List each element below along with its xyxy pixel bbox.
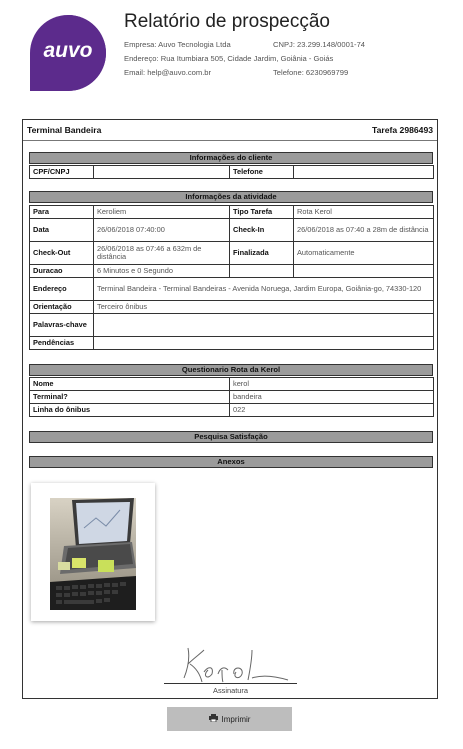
client-section-header: Informações do cliente (29, 152, 433, 164)
para-label: Para (30, 206, 94, 219)
page-title: Relatório de prospecção (124, 11, 330, 32)
questionnaire-header: Questionario Rota da Kerol (29, 364, 433, 376)
question-label: Terminal? (30, 391, 230, 404)
divider (23, 140, 437, 141)
cpf-label: CPF/CNPJ (30, 166, 94, 179)
report-box (22, 119, 438, 699)
company-address: Endereço: Rua Itumbiara 505, Cidade Jardim, Goiânia - Goiás (124, 54, 334, 63)
company-cnpj: CNPJ: 23.299.148/0001-74 (273, 40, 366, 49)
survey-section-header: Pesquisa Satisfação (29, 431, 433, 443)
company-phone: Telefone: 6230969799 (273, 68, 349, 77)
orientacao-value: Terceiro ônibus (94, 301, 434, 314)
palavras-label: Palavras-chave (30, 314, 94, 337)
empty-cell (230, 265, 294, 278)
laptop-photo (50, 498, 136, 610)
data-label: Data (30, 219, 94, 242)
activity-table (29, 205, 434, 350)
orientacao-label: Orientação (30, 301, 94, 314)
attachment-photo[interactable] (31, 483, 155, 621)
print-button[interactable] (167, 707, 292, 731)
empty-cell (294, 265, 434, 278)
task-number: Tarefa 2986493 (372, 125, 433, 135)
auvo-logo (30, 15, 106, 91)
finalizada-value: Automaticamente (294, 242, 434, 265)
checkin-label: Check-In (230, 219, 294, 242)
cpf-value (94, 166, 230, 179)
activity-section-header: Informações da atividade (29, 191, 433, 203)
checkin-value: 26/06/2018 as 07:40 a 28m de distância (294, 219, 434, 242)
question-answer: kerol (230, 378, 434, 391)
question-answer: bandeira (230, 391, 434, 404)
report-topline (27, 125, 433, 137)
duracao-label: Duracao (30, 265, 94, 278)
tipo-value: Rota Kerol (294, 206, 434, 219)
phone-label: Telefone (230, 166, 294, 179)
signature-line (164, 683, 297, 684)
logo-text: auvo (43, 39, 93, 62)
signature-label: Assinatura (213, 686, 248, 695)
endereco-value: Terminal Bandeira - Terminal Bandeiras - Avenida Noruega, Jardim Europa, Goiânia-go, 74330-120 (94, 278, 434, 301)
checkout-label: Check-Out (30, 242, 94, 265)
question-label: Linha do ônibus (30, 404, 230, 417)
pendencias-label: Pendências (30, 337, 94, 350)
palavras-value (94, 314, 434, 337)
terminal-name: Terminal Bandeira (27, 125, 102, 135)
attachments-section-header: Anexos (29, 456, 433, 468)
client-table (29, 165, 434, 179)
duracao-value: 6 Minutos e 0 Segundo (94, 265, 230, 278)
questionnaire-table (29, 377, 434, 417)
printer-icon (209, 714, 218, 724)
finalizada-label: Finalizada (230, 242, 294, 265)
print-button-label: Imprimir (221, 714, 251, 724)
data-value: 26/06/2018 07:40:00 (94, 219, 230, 242)
para-value: Keroliem (94, 206, 230, 219)
signature-image (178, 644, 298, 686)
question-answer: 022 (230, 404, 434, 417)
phone-value (294, 166, 434, 179)
company-email: Email: help@auvo.com.br (124, 68, 212, 77)
company-name: Empresa: Auvo Tecnologia Ltda (124, 40, 231, 49)
question-label: Nome (30, 378, 230, 391)
endereco-label: Endereço (30, 278, 94, 301)
checkout-value: 26/06/2018 as 07:46 a 632m de distância (94, 242, 230, 265)
pendencias-value (94, 337, 434, 350)
tipo-label: Tipo Tarefa (230, 206, 294, 219)
